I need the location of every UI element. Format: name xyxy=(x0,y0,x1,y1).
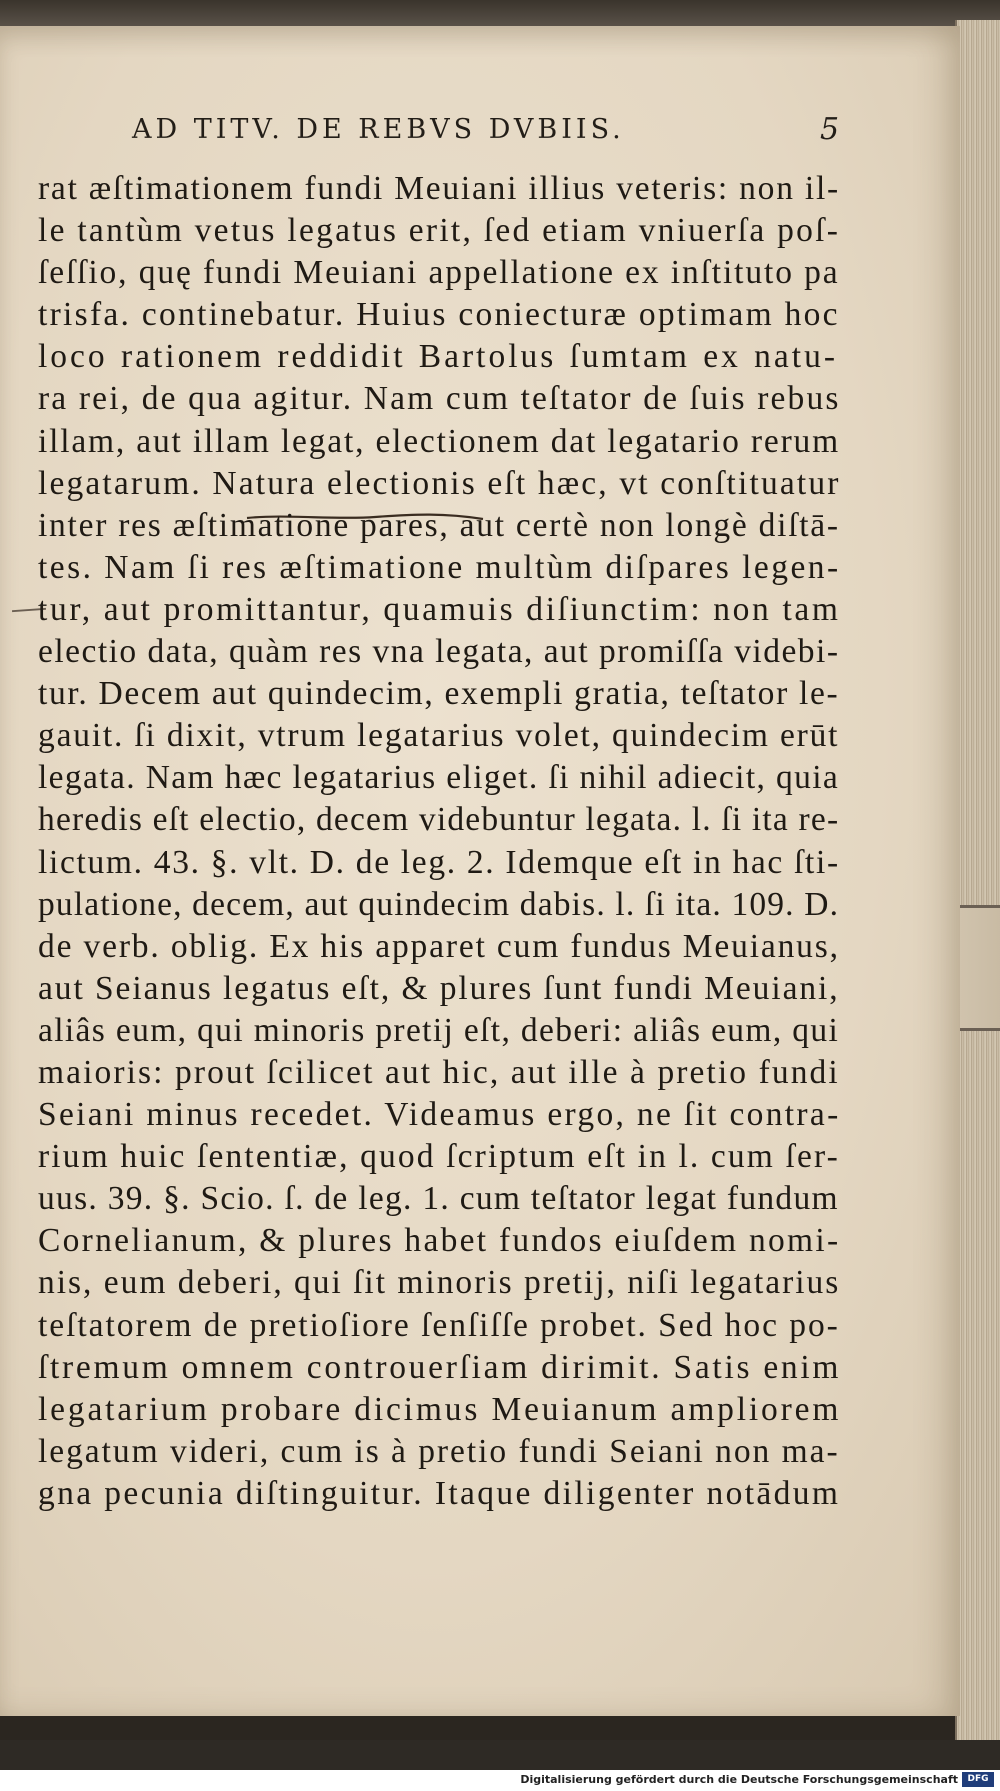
text-line: tes. Nam ſi res æſtimatione multùm diſpares legen- xyxy=(38,548,841,586)
text-line: maioris: prout ſcilicet aut hic, aut ille à pretio fundi xyxy=(38,1053,840,1091)
text-line: de verb. oblig. Ex his apparet cum fundus Meuianus, xyxy=(38,927,840,965)
text-line: legatarum. Natura electionis eſt hæc, vt conſtituatur xyxy=(38,464,841,502)
text-line: nis, eum deberi, qui ſit minoris pretij, niſi legatarius xyxy=(38,1264,841,1302)
text-line: le tantùm vetus legatus erit, ſed etiam vniuerſa poſ- xyxy=(38,212,841,250)
text-line: lictum. 43. §. vlt. D. de leg. 2. Idemque eſt in hac ſti- xyxy=(38,843,840,881)
digitization-credit: Digitalisierung gefördert durch die Deutsche Forschungsgemeinschaft xyxy=(520,1773,958,1786)
page-number: 5 xyxy=(820,112,840,147)
text-line: ſeſſio, quę fundi Meuiani appellatione ex inſtituto pa xyxy=(38,254,840,292)
text-line: trisfa. continebatur. Huius coniecturæ optimam hoc xyxy=(38,296,840,334)
running-head: AD TITV. DE REBVS DVBIIS. xyxy=(132,114,625,145)
text-line: rat æſtimationem fundi Meuiani illius veteris: non il- xyxy=(38,170,840,207)
text-line: legatarium probare dicimus Meuianum ampliorem xyxy=(38,1390,842,1428)
text-line: ra rei, de qua agitur. Nam cum teſtator de ſuis rebus xyxy=(38,380,841,418)
text-line: ſtremum omnem controuerſiam dirimit. Satis enim xyxy=(38,1348,842,1386)
text-line: teſtatorem de pretioſiore ſenſiſſe probet. Sed hoc po- xyxy=(38,1306,840,1344)
footer-bar xyxy=(0,1770,1000,1791)
text-line: gauit. ſi dixit, vtrum legatarius volet, quindecim erūt xyxy=(38,717,840,755)
dfg-logo-icon: DFG xyxy=(962,1772,994,1787)
text-line: Cornelianum, & plures habet fundos eiuſdem nomi- xyxy=(38,1222,841,1260)
text-line: inter res æſtimatione pares, aut certè non longè diſtā- xyxy=(38,506,840,544)
text-line: rium huic ſententiæ, quod ſcriptum eſt in l. cum ſer- xyxy=(38,1138,840,1176)
text-line: Seiani minus recedet. Videamus ergo, ne ſit contra- xyxy=(38,1096,841,1134)
book-page-edges xyxy=(955,20,1000,1740)
text-line: aut Seianus legatus eſt, & plures ſunt fundi Meuiani, xyxy=(38,969,840,1007)
text-line: loco rationem reddidit Bartolus ſumtam ex natu- xyxy=(38,338,838,376)
page-header xyxy=(0,114,960,164)
scanned-page xyxy=(0,26,960,1716)
text-line: tur, aut promittantur, quamuis diſiunctim: non tam xyxy=(38,590,841,628)
text-line: tur. Decem aut quindecim, exempli gratia, teſtator le- xyxy=(38,675,840,713)
text-line: gna pecunia diſtinguitur. Itaque diligenter notādum xyxy=(38,1474,841,1512)
scan-bottom-edge xyxy=(0,1740,1000,1770)
text-line: legatum videri, cum is à pretio fundi Seiani non ma- xyxy=(38,1432,840,1470)
text-line: legata. Nam hæc legatarius eliget. ſi nihil adiecit, quia xyxy=(38,759,840,797)
text-line: illam, aut illam legat, electionem dat legatario rerum xyxy=(38,422,840,460)
text-line: uus. 39. §. Scio. ſ. de leg. 1. cum teſtator legat fundum xyxy=(38,1180,839,1218)
text-line: aliâs eum, qui minoris pretij eſt, deberi: aliâs eum, qui xyxy=(38,1011,840,1049)
text-line: pulatione, decem, aut quindecim dabis. l. ſi ita. 109. D. xyxy=(38,885,840,923)
book-top-edge xyxy=(0,0,1000,28)
text-line: electio data, quàm res vna legata, aut promiſſa videbi- xyxy=(38,633,840,671)
text-line: heredis eſt electio, decem videbuntur legata. l. ſi ita re- xyxy=(38,801,840,839)
body-text xyxy=(38,168,842,1515)
